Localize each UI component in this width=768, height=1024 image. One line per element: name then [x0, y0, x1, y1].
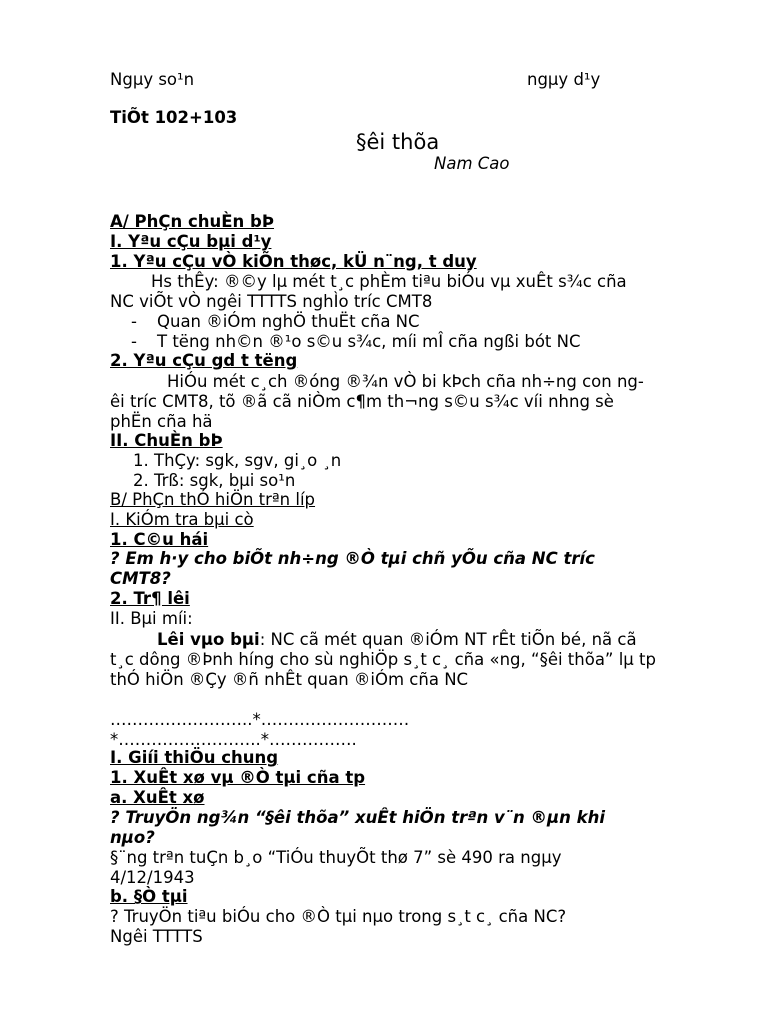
question-line: ? TruyÖn tiªu biÓu cho ®Ò tµi nµo trong s¸t c¸ cña NC? — [110, 907, 567, 926]
answer-heading: 2. Tr¶ lêi — [110, 589, 190, 608]
date-taught-label: ngµy d¹y — [527, 70, 601, 89]
paragraph-line: NC viÕt vÒ ngêi TTTTS nghÌo tríc CMT8 — [110, 292, 433, 311]
section-b-heading: B/ PhÇn thÓ hiÖn trªn líp — [110, 490, 316, 509]
origin-heading: 1. XuÊt xø vµ ®Ò tµi cña tp — [110, 768, 366, 787]
intro-paragraph-line: t¸c dông ®Þnh híng cho sù nghiÖp s¸t c¸ cña «ng, “§êi thõa” lµ tp — [110, 650, 656, 669]
question-line: ? Em h·y cho biÕt nh÷ng ®Ò tµi chñ yÕu cña NC tríc — [110, 549, 595, 568]
topic-subheading: b. §Ò tµi — [110, 887, 188, 906]
intro-paragraph-line: Lêi vµo bµi: NC cã mét quan ®iÓm NT rÊt tiÕn bé, nã cã — [157, 630, 637, 649]
paragraph-line: §¨ng trªn tuÇn b¸o “TiÓu thuyÕt thø 7” sè 490 ra ngµy — [110, 848, 562, 867]
paragraph-line: HiÓu mét c¸ch ®óng ®¾n vÒ bi kÞch cña nh÷ng con ng- — [167, 372, 644, 391]
list-item: 1. ThÇy: sgk, sgv, gi¸o ¸n — [133, 451, 342, 470]
paragraph-line: 4/12/1943 — [110, 868, 195, 887]
intro-paragraph-line: thÓ hiÖn ®Çy ®ñ nhÊt quan ®iÓm cña NC — [110, 670, 469, 689]
question-line: nµo? — [110, 828, 155, 847]
section-a-heading: A/ PhÇn chuÈn bÞ — [110, 212, 275, 231]
new-lesson-label: II. Bµi míi: — [110, 609, 193, 628]
lesson-number: TiÕt 102+103 — [110, 108, 238, 127]
author-name: Nam Cao — [434, 154, 510, 173]
separator-dots: *……………………..*……………. — [110, 730, 357, 749]
intro-section-heading: I. Giíi thiÖu chung — [110, 748, 279, 767]
subsection-2-heading: 2. Yªu cÇu gd t tëng — [110, 351, 298, 370]
intro-label: Lêi vµo bµi — [157, 630, 260, 649]
question-line: CMT8? — [110, 569, 171, 588]
bullet-item: - T tëng nh©n ®¹o s©u s¾c, míi mÎ cña ngßi bót NC — [131, 332, 581, 351]
subsection-1-heading: 1. Yªu cÇu vÒ kiÕn thøc, kÜ n¨ng, t duy — [110, 252, 477, 271]
section-i-heading: I. Yªu cÇu bµi d¹y — [110, 232, 272, 251]
paragraph-line: phËn cña hä — [110, 412, 213, 431]
question-line: ? TruyÖn ng¾n “§êi thõa” xuÊt hiÖn trªn v¨n ®µn khi — [110, 808, 606, 827]
page-title: §êi thõa — [356, 130, 440, 154]
date-prepared-label: Ngµy so¹n — [110, 70, 195, 89]
paragraph-line: êi tríc CMT8, tõ ®ã cã niÒm c¶m th¬ng s©u s¾c víi nhng sè — [110, 392, 614, 411]
origin-subheading: a. XuÊt xø — [110, 788, 205, 807]
paragraph-line: Ngêi TTTTS — [110, 927, 203, 946]
list-item: 2. Trß: sgk, bµi so¹n — [133, 471, 296, 490]
question-heading: 1. C©u hái — [110, 530, 209, 549]
bullet-item: - Quan ®iÓm nghÖ thuËt cña NC — [131, 312, 420, 331]
separator-dots: ……………………..*……………………… — [110, 710, 410, 729]
paragraph-line: Hs thÊy: ®©y lµ mét t¸c phÈm tiªu biÓu vµ xuÊt s¾c cña — [151, 272, 627, 291]
section-ii-heading: II. ChuÈn bÞ — [110, 431, 223, 450]
check-heading: I. KiÓm tra bµi cò — [110, 510, 254, 529]
